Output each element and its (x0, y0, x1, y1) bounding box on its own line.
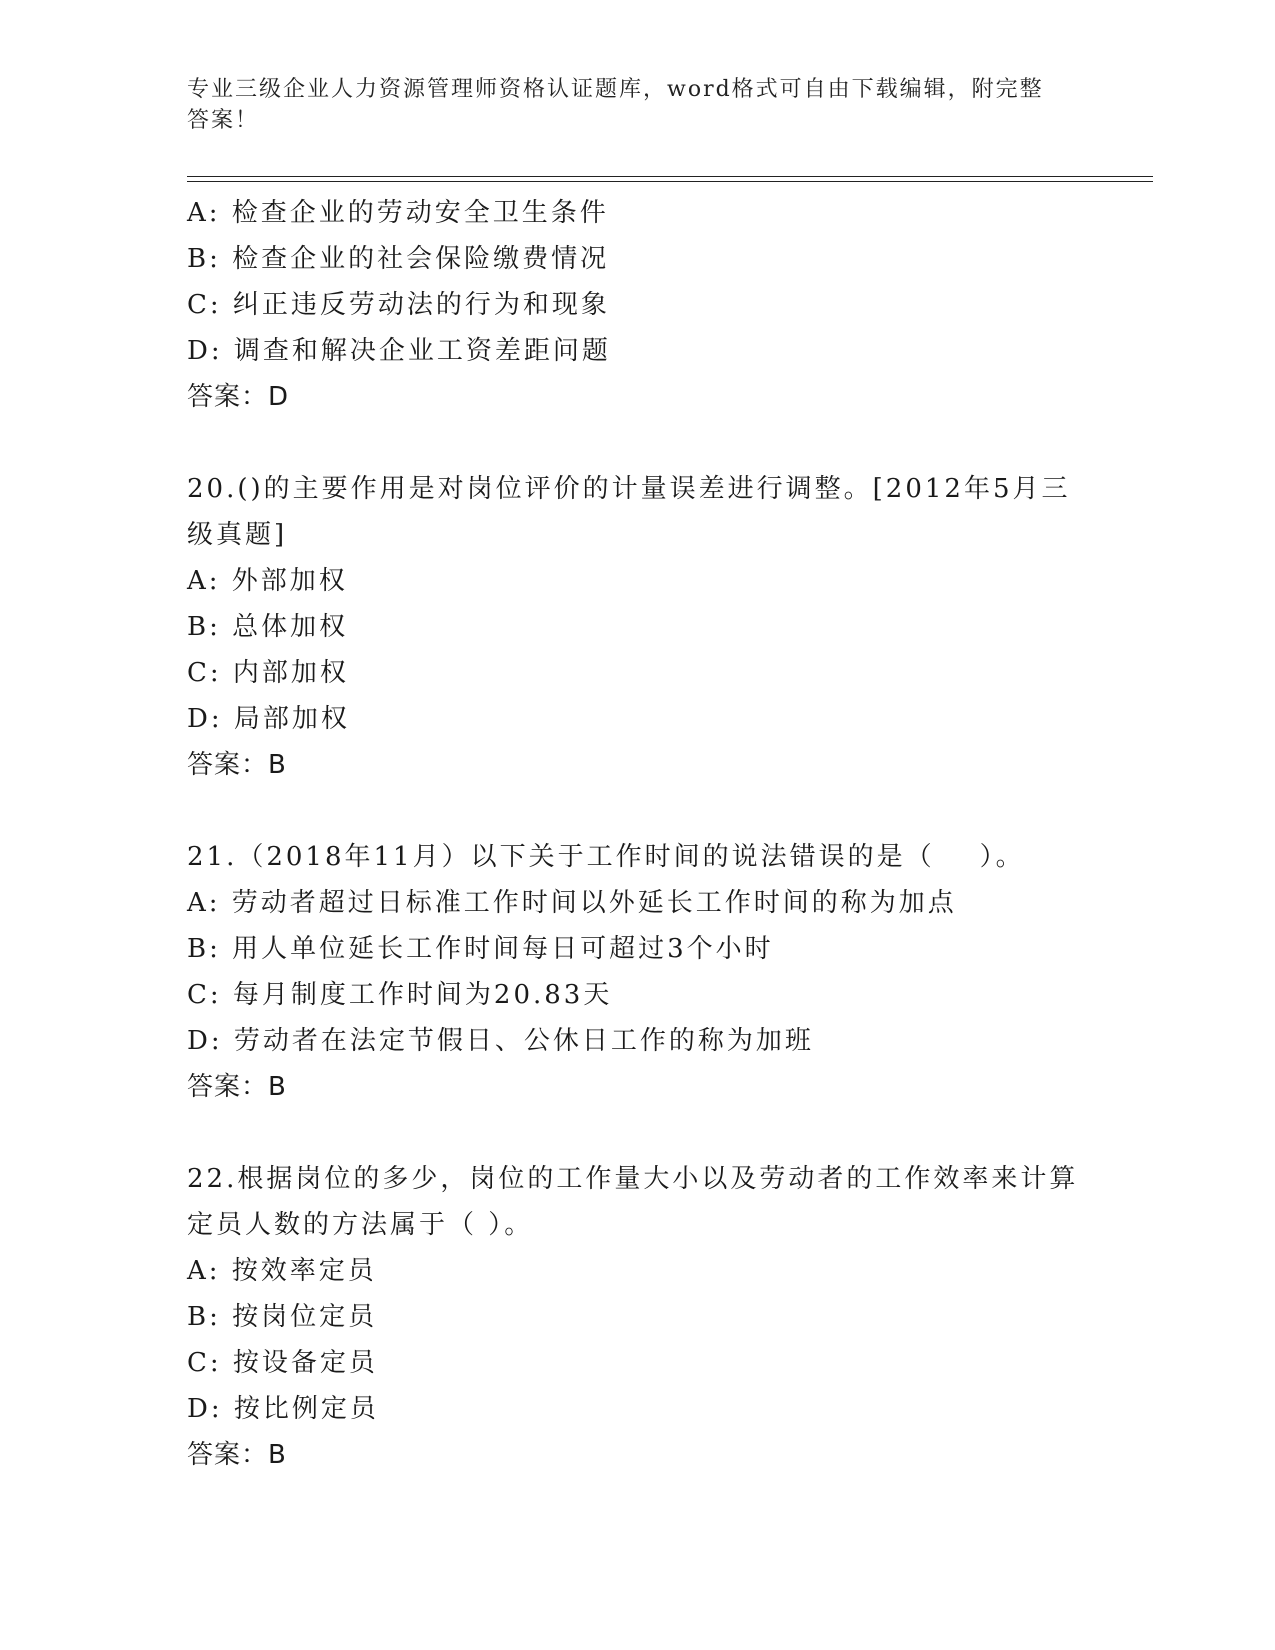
option-a: A: 外部加权 (187, 566, 348, 596)
question-text: 22.根据岗位的多少，岗位的工作量大小以及劳动者的工作效率来计算 (187, 1164, 1079, 1194)
question-list (187, 190, 1087, 1478)
option-c: C: 内部加权 (187, 658, 349, 688)
answer-label: 答案：B (187, 1072, 287, 1102)
option-a: A: 按效率定员 (187, 1256, 377, 1286)
answer-label: 答案：D (187, 382, 290, 412)
option-b: B: 总体加权 (187, 612, 349, 642)
document-header: 专业三级企业人力资源管理师资格认证题库，word格式可自由下载编辑，附完整答案！ (187, 77, 1044, 133)
question-22 (187, 1156, 1087, 1478)
option-d: D: 调查和解决企业工资差距问题 (187, 336, 611, 366)
spacer (187, 420, 1087, 466)
option-d: D: 劳动者在法定节假日、公休日工作的称为加班 (187, 1026, 814, 1056)
option-c: C: 纠正违反劳动法的行为和现象 (187, 290, 610, 320)
answer-label: 答案：B (187, 1440, 287, 1470)
option-a: A: 检查企业的劳动安全卫生条件 (187, 198, 609, 228)
question-text: 21.（2018年11月）以下关于工作时间的说法错误的是（ ）。 (187, 842, 1025, 872)
question-text-cont: 定员人数的方法属于（ ）。 (187, 1210, 534, 1240)
question-21 (187, 834, 1087, 1110)
question-20 (187, 466, 1087, 788)
option-a: A: 劳动者超过日标准工作时间以外延长工作时间的称为加点 (187, 888, 957, 918)
option-d: D: 局部加权 (187, 704, 350, 734)
header-rule-top (187, 176, 1153, 177)
question-text-cont: 级真题] (187, 520, 288, 550)
option-b: B: 按岗位定员 (187, 1302, 378, 1332)
option-c: C: 每月制度工作时间为20.83天 (187, 980, 613, 1010)
spacer (187, 1110, 1087, 1156)
option-b: B: 检查企业的社会保险缴费情况 (187, 244, 610, 274)
option-d: D: 按比例定员 (187, 1394, 379, 1424)
question-19 (187, 190, 1087, 420)
header-rule-bottom (187, 181, 1153, 182)
question-text: 20.()的主要作用是对岗位评价的计量误差进行调整。[2012年5月三 (187, 474, 1071, 504)
spacer (187, 788, 1087, 834)
answer-label: 答案：B (187, 750, 287, 780)
option-b: B: 用人单位延长工作时间每日可超过3个小时 (187, 934, 774, 964)
option-c: C: 按设备定员 (187, 1348, 378, 1378)
